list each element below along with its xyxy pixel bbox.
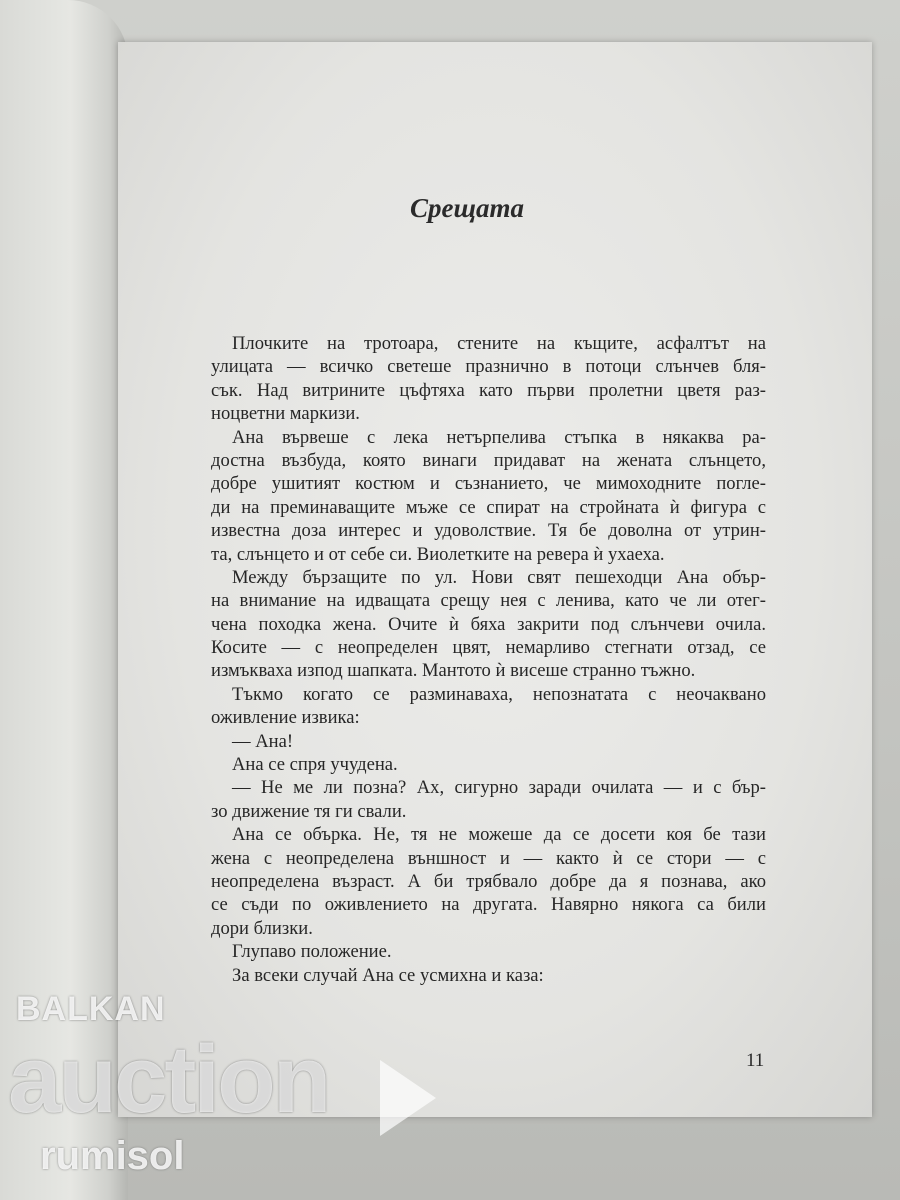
watermark-rumisol: rumisol	[40, 1134, 185, 1178]
text-line: неопределена възраст. А би трябвало добре да я познава, ако	[211, 870, 766, 892]
text-line: ди на преминаващите мъже се спират на стройната ѝ фигура с	[211, 496, 766, 518]
text-line: добре ушитият костюм и съзнанието, че мимоходните погле-	[211, 473, 766, 495]
text-line: сък. Над витрините цъфтяха като първи пролетни цветя раз-	[211, 379, 766, 401]
watermark-balkan: BALKAN	[16, 990, 166, 1028]
text-line: Ана се обърка. Не, тя не можеше да се досети коя бе тази	[232, 824, 766, 846]
book-page	[118, 42, 872, 1117]
watermark-play-icon	[380, 1060, 436, 1136]
page-number: 11	[746, 1050, 765, 1071]
text-line: известна доза интерес и удоволствие. Тя бе доволна от утрин-	[211, 520, 766, 542]
text-line: Ана се спря учудена.	[232, 754, 398, 776]
text-line: Ана вървеше с лека нетърпелива стъпка в някаква ра-	[232, 426, 766, 448]
text-line: достна възбуда, която винаги придават на жената слънцето,	[211, 449, 766, 471]
text-line: на внимание на идващата срещу нея с ленива, като че ли отег-	[211, 590, 766, 612]
text-line: Плочките на тротоара, стените на къщите, асфалтът на	[232, 333, 766, 354]
text-line: жена с неопределена външност и — както ѝ се стори — с	[211, 847, 766, 869]
text-line: та, слънцето и от себе си. Виолетките на ревера ѝ ухаеха.	[211, 543, 665, 565]
text-line: — Не ме ли позна? Ах, сигурно заради очилата — и с бър-	[232, 777, 766, 799]
text-line: дори близки.	[211, 917, 313, 939]
text-line: измъкваха изпод шапката. Мантото ѝ висеше странно тъжно.	[211, 660, 696, 682]
text-line: ноцветни маркизи.	[211, 403, 360, 425]
text-line: Между бързащите по ул. Нови свят пешеходци Ана обър-	[232, 566, 766, 588]
watermark-auction: auction	[8, 1026, 329, 1133]
text-line: зо движение тя ги свали.	[211, 800, 407, 822]
text-line: се съди по оживлението на другата. Навярно някога са били	[211, 894, 766, 916]
text-line: Косите — с неопределен цвят, немарливо стегнати отзад, се	[211, 637, 766, 659]
text-line: Глупаво положение.	[232, 941, 392, 963]
text-line: улицата — всичко светеше празнично в потоци слънчев бля-	[211, 356, 766, 378]
text-line: За всеки случай Ана се усмихна и каза:	[232, 964, 544, 986]
text-line: чена походка жена. Очите ѝ бяха закрити под слънчеви очила.	[211, 613, 766, 635]
chapter-title: Срещата	[410, 193, 524, 223]
text-line: Тъкмо когато се разминаваха, непознатата с неочаквано	[232, 683, 766, 705]
text-line: — Ана!	[232, 730, 294, 752]
page-body-text	[211, 332, 766, 987]
text-line: оживление извика:	[211, 707, 360, 729]
